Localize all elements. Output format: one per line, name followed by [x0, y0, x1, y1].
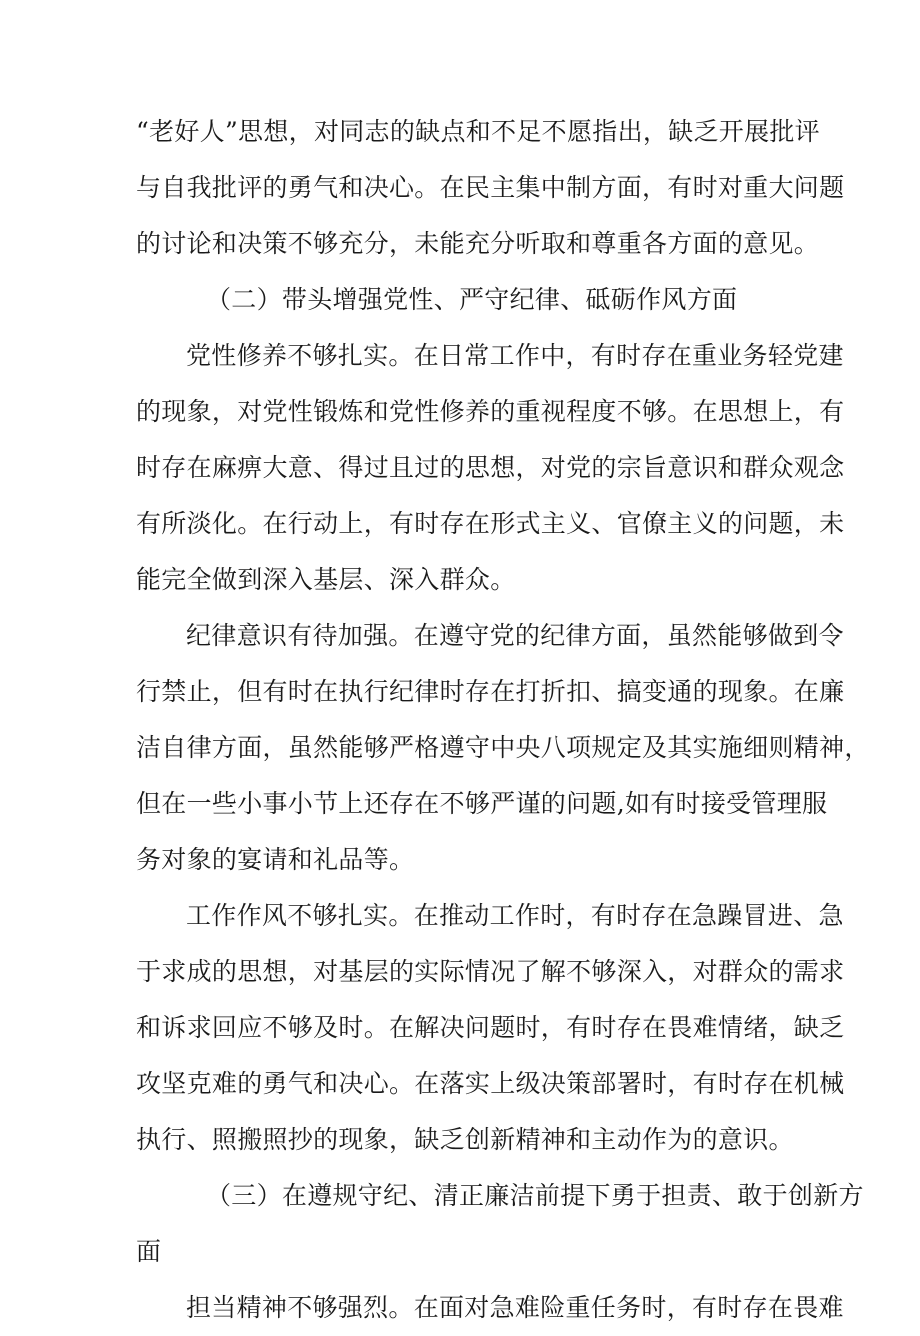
paragraph-first-line: 党性修养不够扎实。在日常工作中，有时存在重业务轻党建	[186, 341, 844, 370]
text-line: “老好人”思想，对同志的缺点和不足不愿指出，缺乏开展批评	[136, 117, 820, 146]
text-line: 攻坚克难的勇气和决心。在落实上级决策部署时，有时存在机械	[136, 1069, 845, 1098]
paragraph-first-line: 担当精神不够强烈。在面对急难险重任务时，有时存在畏难	[186, 1293, 844, 1322]
text-line: 能完全做到深入基层、深入群众。	[136, 565, 516, 594]
text-line: 面	[136, 1237, 162, 1266]
paragraph-first-line: 工作作风不够扎实。在推动工作时，有时存在急躁冒进、急	[186, 901, 844, 930]
text-line: 洁自律方面，虽然能够严格遵守中央八项规定及其实施细则精神，	[136, 733, 870, 762]
text-line: 的讨论和决策不够充分，未能充分听取和尊重各方面的意见。	[136, 229, 820, 258]
text-line: 但在一些小事小节上还存在不够严谨的问题,如有时接受管理服	[136, 789, 828, 818]
text-line: 务对象的宴请和礼品等。	[136, 845, 415, 874]
text-line: 行禁止，但有时在执行纪律时存在打折扣、搞变通的现象。在廉	[136, 677, 845, 706]
text-line: 于求成的思想，对基层的实际情况了解不够深入，对群众的需求	[136, 957, 845, 986]
section-heading-three: （三）在遵规守纪、清正廉洁前提下勇于担责、敢于创新方	[206, 1181, 864, 1210]
paragraph-first-line: 纪律意识有待加强。在遵守党的纪律方面，虽然能够做到令	[186, 621, 844, 650]
text-line: 有所淡化。在行动上，有时存在形式主义、官僚主义的问题，未	[136, 509, 845, 538]
text-line: 时存在麻痹大意、得过且过的思想，对党的宗旨意识和群众观念	[136, 453, 845, 482]
section-heading-two: （二）带头增强党性、严守纪律、砥砺作风方面	[206, 285, 738, 314]
text-line: 的现象，对党性锻炼和党性修养的重视程度不够。在思想上，有	[136, 397, 845, 426]
text-line: 与自我批评的勇气和决心。在民主集中制方面，有时对重大问题	[136, 173, 845, 202]
text-line: 和诉求回应不够及时。在解决问题时，有时存在畏难情绪，缺乏	[136, 1013, 845, 1042]
text-line: 执行、照搬照抄的现象，缺乏创新精神和主动作为的意识。	[136, 1125, 794, 1154]
document-body	[136, 104, 870, 1336]
